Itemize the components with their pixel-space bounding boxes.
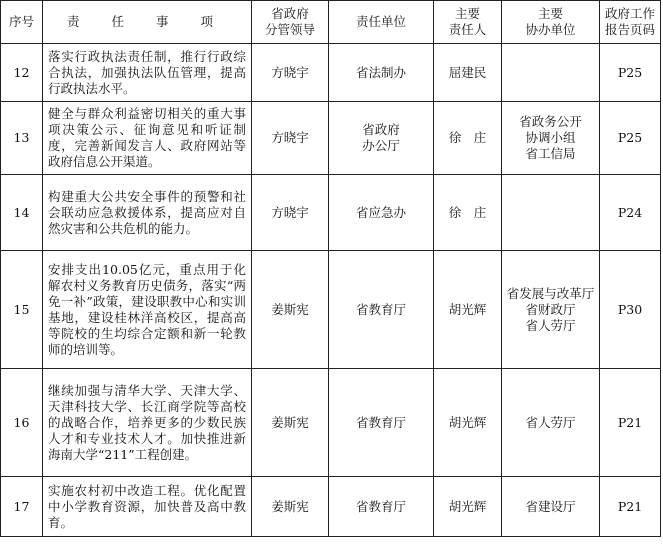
row-unit: 省应急办 xyxy=(329,175,434,251)
row-person: 屈建民 xyxy=(434,44,502,102)
row-no: 15 xyxy=(1,251,43,369)
row-leader: 方晓宇 xyxy=(252,44,329,102)
row-page: P25 xyxy=(600,44,661,102)
row-item: 安排支出10.05亿元，重点用于化解农村义务教育历史债务，落实“两免一补”政策，建设职教中心和实训基地，建设桂林洋高校区，提高高等院校的生均综合定额和新一轮教师的培训等。 xyxy=(43,251,252,369)
table-row xyxy=(1,369,661,477)
row-person: 胡光辉 xyxy=(434,251,502,369)
row-assist xyxy=(502,44,600,102)
row-page: P24 xyxy=(600,175,661,251)
header-row xyxy=(1,1,661,44)
row-no: 12 xyxy=(1,44,43,102)
table-row xyxy=(1,477,661,537)
row-item: 继续加强与清华大学、天津大学、天津科技大学、长江商学院等高校的战略合作，培养更多的少数民族人才和专业技术人才。加快推进新海南大学“211”工程创建。 xyxy=(43,369,252,477)
row-item: 构建重大公共安全事件的预警和社会联动应急救援体系，提高应对自然灾害和公共危机的能力。 xyxy=(43,175,252,251)
row-leader: 姜斯宪 xyxy=(252,251,329,369)
table-row xyxy=(1,175,661,251)
row-assist xyxy=(502,175,600,251)
row-person: 胡光辉 xyxy=(434,369,502,477)
row-assist: 省人劳厅 xyxy=(502,369,600,477)
row-assist: 省建设厅 xyxy=(502,477,600,537)
header-assist: 主要 协办单位 xyxy=(502,1,600,44)
row-assist: 省发展与改革厅 省财政厅 省人劳厅 xyxy=(502,251,600,369)
header-unit: 责任单位 xyxy=(329,1,434,44)
table-row xyxy=(1,102,661,175)
row-assist: 省政务公开 协调小组 省工信局 xyxy=(502,102,600,175)
table-row xyxy=(1,44,661,102)
row-leader: 姜斯宪 xyxy=(252,369,329,477)
row-item: 落实行政执法责任制，推行行政综合执法，加强执法队伍管理，提高行政执法水平。 xyxy=(43,44,252,102)
row-no: 14 xyxy=(1,175,43,251)
row-leader: 方晓宇 xyxy=(252,175,329,251)
row-no: 17 xyxy=(1,477,43,537)
row-unit: 省法制办 xyxy=(329,44,434,102)
row-person: 徐 庄 xyxy=(434,175,502,251)
table-row xyxy=(1,251,661,369)
row-item: 健全与群众利益密切相关的重大事项决策公示、征询意见和听证制度，完善新闻发言人、政府网站等政府信息公开渠道。 xyxy=(43,102,252,175)
row-leader: 方晓宇 xyxy=(252,102,329,175)
row-unit: 省教育厅 xyxy=(329,251,434,369)
row-no: 13 xyxy=(1,102,43,175)
row-unit: 省政府 办公厅 xyxy=(329,102,434,175)
row-page: P21 xyxy=(600,369,661,477)
header-leader: 省政府 分管领导 xyxy=(252,1,329,44)
row-page: P25 xyxy=(600,102,661,175)
row-person: 徐 庄 xyxy=(434,102,502,175)
header-no: 序号 xyxy=(1,1,43,44)
header-page: 政府工作 报告页码 xyxy=(600,1,661,44)
row-unit: 省教育厅 xyxy=(329,369,434,477)
header-item: 责 任 事 项 xyxy=(43,1,252,44)
row-page: P30 xyxy=(600,251,661,369)
row-unit: 省教育厅 xyxy=(329,477,434,537)
row-no: 16 xyxy=(1,369,43,477)
row-item: 实施农村初中改造工程。优化配置中小学教育资源，加快普及高中教育。 xyxy=(43,477,252,537)
header-person: 主要 责任人 xyxy=(434,1,502,44)
row-page: P21 xyxy=(600,477,661,537)
row-person: 胡光辉 xyxy=(434,477,502,537)
row-leader: 姜斯宪 xyxy=(252,477,329,537)
